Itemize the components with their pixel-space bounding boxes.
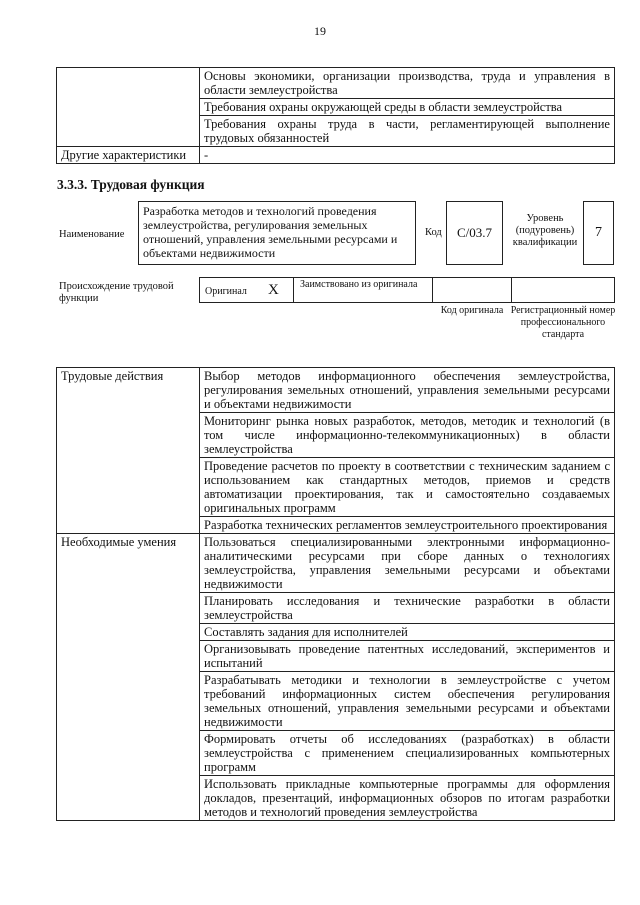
skill-item: Организовывать проведение патентных исследований, экспериментов и испытаний bbox=[200, 641, 615, 672]
skill-item: Составлять задания для исполнителей bbox=[200, 624, 615, 641]
table-row bbox=[57, 68, 615, 99]
original-label: Оригинал bbox=[205, 286, 247, 297]
original-mark: Х bbox=[268, 282, 279, 298]
table-row bbox=[57, 368, 615, 413]
name-label: Наименование bbox=[59, 229, 125, 240]
action-item: Проведение расчетов по проекту в соответствии с техническим заданием с использованием как стандартных методов, приемов и средств автоматизации проектирования, так и самостоятельно создаваемых оригинальных программ bbox=[200, 458, 615, 517]
skill-item: Формировать отчеты об исследованиях (разработках) в области землеустройства с применением специализированных компьютерных программ bbox=[200, 731, 615, 776]
origin-borrowed-cell bbox=[293, 277, 433, 303]
table-row bbox=[57, 147, 615, 164]
origin-reg-cell bbox=[511, 277, 615, 303]
action-item: Разработка технических регламентов землеустроительного проектирования bbox=[200, 517, 615, 534]
function-name-value: Разработка методов и технологий проведения землеустройства, регулирования земельных отношений, управления земельными ресурсами и объектами недвижимости bbox=[143, 204, 398, 260]
knowledge-item: Требования охраны труда в части, регламентирующей выполнение трудовых обязанностей bbox=[200, 116, 615, 147]
action-item: Выбор методов информационного обеспечения землеустройства, регулирования земельных отношений, управления земельными ресурсами и объектами недвижимости bbox=[200, 368, 615, 413]
level-label: Уровень (подуровень) квалификации bbox=[512, 213, 578, 248]
skills-label: Необходимые умения bbox=[57, 534, 200, 821]
other-characteristics-value: - bbox=[200, 147, 615, 164]
table-row bbox=[57, 534, 615, 593]
origin-original-cell bbox=[199, 277, 294, 303]
skill-item: Планировать исследования и технические разработки в области землеустройства bbox=[200, 593, 615, 624]
skill-item: Пользоваться специализированными электронными информационно-аналитическими ресурсами при сборе данных о технологиях землеустройства, управления земельными ресурсами и объектами недвижимости bbox=[200, 534, 615, 593]
borrowed-label: Заимствовано из оригинала bbox=[300, 279, 418, 290]
origin-code-cell bbox=[432, 277, 512, 303]
empty-label-cell bbox=[57, 68, 200, 147]
knowledge-item: Основы экономики, организации производства, труда и управления в области землеустройства bbox=[200, 68, 615, 99]
code-box bbox=[446, 201, 503, 265]
origin-label: Происхождение трудовой функции bbox=[59, 281, 174, 304]
skill-item: Использовать прикладные компьютерные программы для оформления докладов, презентаций, информационных обзоров по итогам разработки методов и технологий проведения землеустройства bbox=[200, 776, 615, 821]
knowledge-item: Требования охраны окружающей среды в области землеустройства bbox=[200, 99, 615, 116]
level-box bbox=[583, 201, 614, 265]
skill-item: Разрабатывать методики и технологии в землеустройстве с учетом требований информационных систем обеспечения регулирования земельных отношений, управления земельными ресурсами и объектами недвижимости bbox=[200, 672, 615, 731]
actions-label: Трудовые действия bbox=[57, 368, 200, 534]
knowledge-table bbox=[56, 67, 615, 164]
reg-caption: Регистрационный номер профессионального стандарта bbox=[510, 305, 616, 340]
level-value: 7 bbox=[595, 225, 602, 240]
code-label: Код bbox=[425, 227, 442, 238]
function-table bbox=[56, 367, 615, 821]
action-item: Мониторинг рынка новых разработок, методов, методик и технологий (в том числе информационно-телекоммуникационных) в области землеустройства bbox=[200, 413, 615, 458]
section-title: 3.3.3. Трудовая функция bbox=[57, 177, 205, 192]
page-number: 19 bbox=[314, 24, 326, 38]
code-value: С/03.7 bbox=[456, 225, 493, 240]
other-characteristics-label: Другие характеристики bbox=[57, 147, 200, 164]
function-name-box bbox=[138, 201, 416, 265]
code-caption: Код оригинала bbox=[440, 305, 504, 316]
